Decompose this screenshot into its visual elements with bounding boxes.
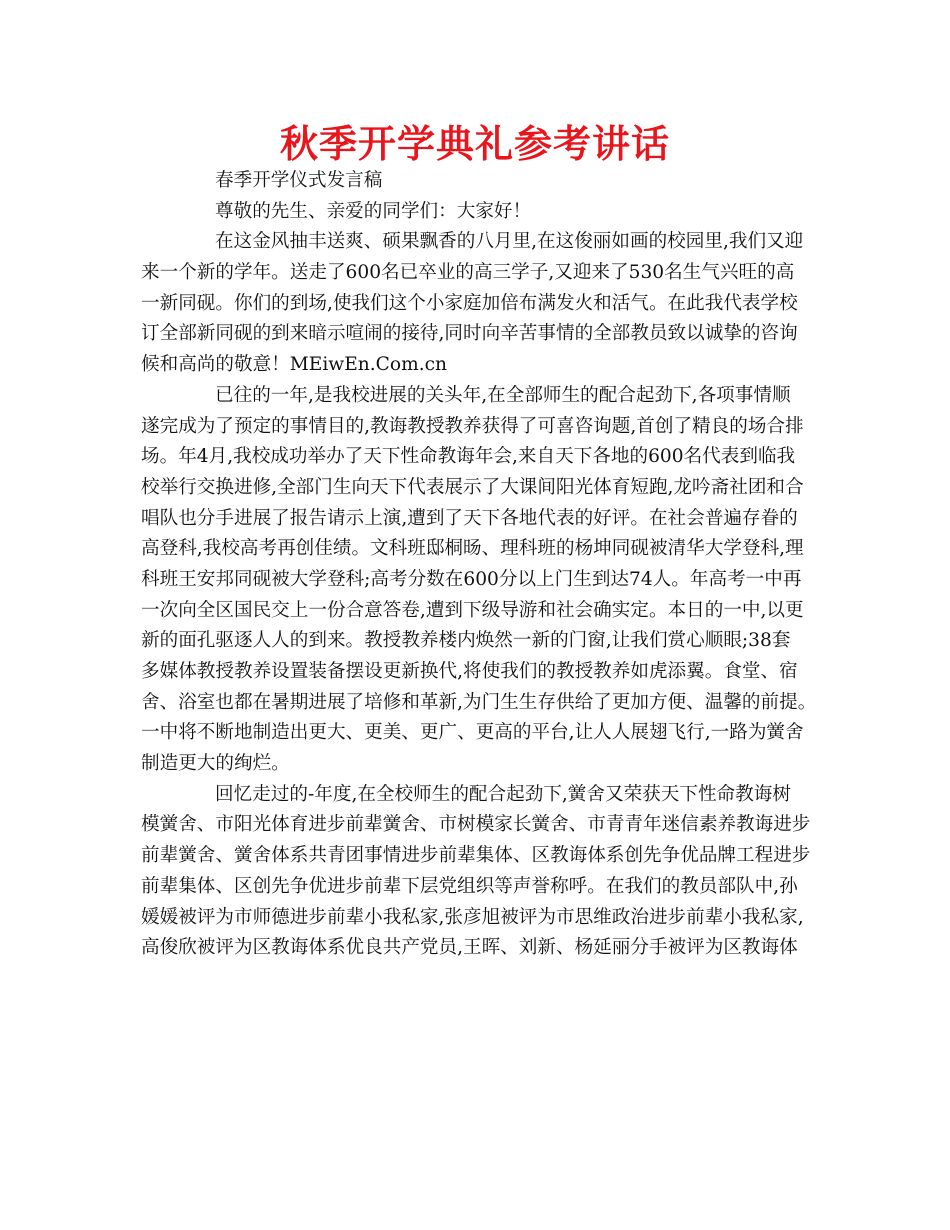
paragraph-line: 订全部新同砚的到来暗示喧闹的接待,同时向辛苦事情的全部教员致以诚挚的咨询: [141, 323, 798, 345]
paragraph-2: [141, 381, 817, 780]
paragraph-line: 在这金风抽丰送爽、硕果飘香的八月里,在这俊丽如画的校园里,我们又迎: [215, 231, 804, 253]
paragraph-line: 制造更大的绚烂。: [141, 753, 290, 775]
paragraph-line: 已往的一年,是我校进展的关头年,在全部师生的配合起劲下,各项事情顺: [215, 384, 791, 406]
paragraph-line: 场。年4月,我校成功举办了天下性命教诲年会,来自天下各地的600名代表到临我: [141, 446, 796, 468]
paragraph-line: 前辈集体、区创先争优进步前辈下层党组织等声誉称呼。在我们的教员部队中,孙: [141, 875, 798, 897]
greeting: 尊敬的先生、亲爱的同学们：大家好！: [215, 200, 532, 222]
paragraph-line: 一新同砚。你们的到场,使我们这个小家庭加倍布满发火和活气。在此我代表学校: [141, 292, 798, 314]
paragraph-line: 一中将不断地制造出更大、更美、更广、更高的平台,让人人展翅飞行,一路为黉舍: [141, 722, 804, 744]
paragraph-line: 多媒体教授教养设置装备摆设更新换代,将使我们的教授教养如虎添翼。食堂、宿: [141, 661, 798, 682]
document-body: [141, 166, 817, 964]
paragraph-line: 科班王安邦同砚被大学登科;高考分数在600分以上门生到达74人。年高考一中再: [141, 568, 802, 590]
paragraph-line: 模黉舍、市阳光体育进步前辈黉舍、市树模家长黉舍、市青青年迷信素养教诲进步: [141, 814, 811, 836]
paragraph-line: 高俊欣被评为区教诲体系优良共产党员,王晖、刘新、杨延丽分手被评为区教诲体: [141, 937, 798, 959]
paragraph-line: 候和高尚的敬意！MEiwEn.Com.cn: [141, 354, 448, 376]
paragraph-1: [141, 227, 813, 380]
paragraph-line: 新的面孔驱逐人人的到来。教授教养楼内焕然一新的门窗,让我们赏心顺眼;38套: [141, 630, 791, 652]
document-title: 秋季开学典礼参考讲话: [279, 122, 670, 166]
paragraph-line: 遂完成为了预定的事情目的,教诲教授教养获得了可喜咨询题,首创了精良的场合排: [141, 415, 804, 437]
paragraph-line: 回忆走过的-年度,在全校师生的配合起劲下,黉舍又荣获天下性命教诲树: [215, 783, 791, 805]
paragraph-line: 一次向全区国民交上一份合意答卷,遭到下级导游和社会确实定。本日的一中,以更: [141, 599, 804, 621]
paragraph-line: 唱队也分手进展了报告请示上演,遭到了天下各地代表的好评。在社会普遍存眷的: [141, 507, 798, 529]
paragraph-line: 媛媛被评为市师德进步前辈小我私家,张彦旭被评为市思维政治进步前辈小我私家,: [141, 906, 804, 928]
paragraph-line: 来一个新的学年。送走了600名已卒业的高三学子,又迎来了530名生气兴旺的高: [141, 262, 795, 284]
paragraph-line: 校举行交换进修,全部门生向天下代表展示了大课间阳光体育短跑,龙吟斋社团和合: [141, 476, 804, 498]
paragraph-line: 舍、浴室也都在暑期进展了培修和革新,为门生生存供给了更加方便、温馨的前提。: [141, 691, 817, 713]
paragraph-line: 高登科,我校高考再创佳绩。文科班邸桐旸、理科班的杨坤同砚被清华大学登科,理: [141, 538, 804, 560]
paragraph-3: [141, 780, 813, 964]
document-subtitle: 春季开学仪式发言稿: [215, 170, 383, 191]
paragraph-line: 前辈黉舍、黉舍体系共青团事情进步前辈集体、区教诲体系创先争优品牌工程进步: [141, 845, 811, 867]
